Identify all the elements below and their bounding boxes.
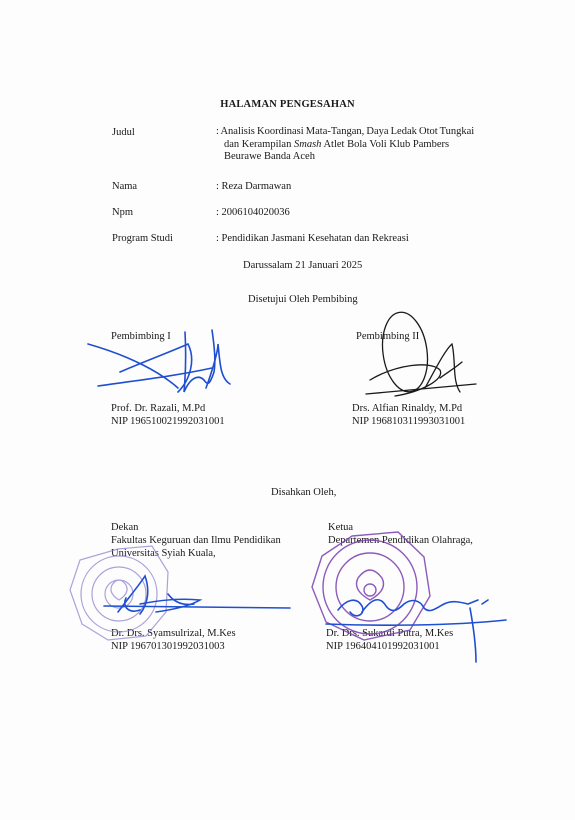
supervisor-1-name: Prof. Dr. Razali, M.Pd: [111, 403, 206, 414]
title-line-2a: dan Kerampilan: [224, 138, 294, 150]
official-2-nip: NIP 196404101992031001: [326, 641, 440, 652]
title-line-3: Beurawe Banda Aceh: [224, 151, 315, 162]
official-2-unit-line1: Departemen Pendidikan Olahraga,: [328, 535, 473, 546]
official-1-unit-line2: Universitas Syiah Kuala,: [111, 548, 216, 559]
official-2-role: Ketua: [328, 522, 354, 533]
supervisor-2-name: Drs. Alfian Rinaldy, M.Pd: [352, 403, 463, 414]
official-1-unit-line1: Fakultas Keguruan dan Ilmu Pendidikan: [111, 535, 281, 546]
field-value-program-studi: : Pendidikan Jasmani Kesehatan dan Rekreasi: [216, 233, 409, 244]
supervisor-1-role: Pembimbing I: [111, 331, 171, 342]
title-line-1: : Analisis Koordinasi Mata-Tangan, Daya Ledak Otot Tungkai: [216, 126, 475, 137]
approved-by: Disetujui Oleh Pembibing: [248, 294, 358, 305]
title-line-2b: Atlet Bola Voli Klub Pambers: [321, 138, 450, 150]
supervisor-2-nip: NIP 196810311993031001: [352, 416, 466, 427]
official-1-name: Dr. Drs. Syamsulrizal, M.Kes: [111, 628, 236, 639]
official-1-role: Dekan: [111, 522, 139, 533]
field-label-npm: Npm: [112, 207, 133, 218]
field-label-nama: Nama: [112, 181, 138, 192]
ratified-by: Disahkan Oleh,: [271, 487, 337, 498]
signature-dean: [104, 576, 290, 614]
signature-supervisor-2: [366, 309, 476, 396]
supervisor-1-nip: NIP 196510021992031001: [111, 416, 225, 427]
field-label-judul: Judul: [112, 127, 135, 138]
supervisor-2-role: Pembimbing II: [356, 331, 420, 342]
university-stamp: [70, 546, 168, 640]
page-title: HALAMAN PENGESAHAN: [220, 99, 355, 110]
place-date: Darussalam 21 Januari 2025: [243, 260, 363, 271]
title-smash: Smash: [293, 138, 322, 150]
field-value-judul: [216, 126, 508, 164]
field-label-program-studi: Program Studi: [112, 233, 173, 244]
faculty-stamp: [312, 532, 430, 640]
official-1-nip: NIP 196701301992031003: [111, 641, 225, 652]
title-line-2: [216, 139, 508, 152]
field-value-npm: : 2006104020036: [216, 207, 290, 218]
official-2-name: Dr. Drs. Sukardi Putra, M.Kes: [326, 628, 454, 639]
field-value-nama: : Reza Darmawan: [216, 181, 292, 192]
